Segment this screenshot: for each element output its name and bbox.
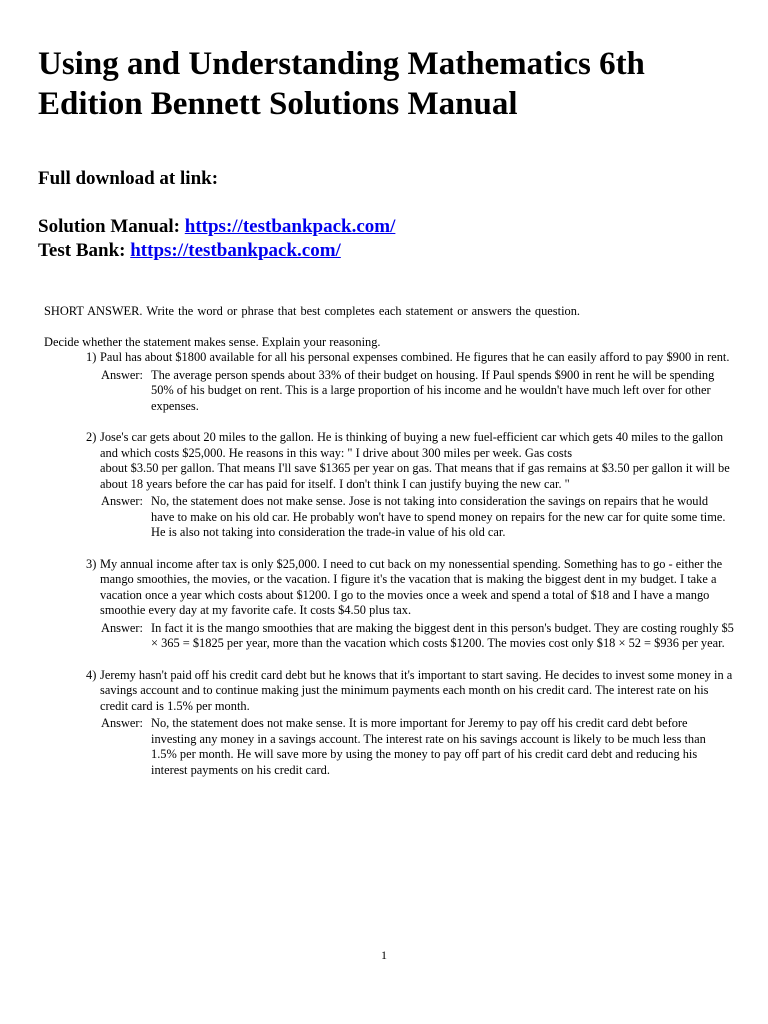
page-number: 1 [381,948,387,962]
question-text [44,668,734,715]
question-body: My annual income after tax is only $25,000. I need to cut back on my nonessential spending. Something has to go - either the mango smoothies, the movies, or the vacation. I figure it's the vacation that is making the biggest dent in my budget. I take a vacation once a year which costs about $1200. I go to the movies once a week and spend a total of $18 and I have a mango smoothie every day at my favorite cafe. It costs $4.50 plus tax. [100,556,723,617]
question-body: Paul has about $1800 available for all his personal expenses combined. He figures that he can easily afford to pay $900 in rent. [100,350,730,364]
question-number: 3) [86,556,97,571]
answer-body: No, the statement does not make sense. Jose is not taking into consideration the savings on repairs that he would have to make on his old car. He probably won't have to spend money on repairs for the new car for quite some time. He is also not taking into consideration the trade-in value of his old car. [151,494,726,539]
answer-body: The average person spends about 33% of their budget on housing. If Paul spends $900 in rent he will be spending 50% of his budget on rent. This is a large proportion of his income and he wouldn't have much left over for other expenses. [151,367,715,413]
question-number: 2) [86,430,97,444]
section-heading: SHORT ANSWER. Write the word or phrase that best completes each statement or answers the question. [44,304,580,318]
answer-label: Answer: [101,367,143,382]
question-text [44,350,734,366]
question-text [44,430,734,461]
document-title [38,44,738,124]
section-instruction: Decide whether the statement makes sense. Explain your reasoning. [44,334,381,349]
question-item [44,350,734,414]
question-item [44,430,734,541]
question-body: Jose's car gets about 20 miles to the gallon. He is thinking of buying a new fuel-efficient car which gets 40 miles to the gallon and which costs $25,000. He reasons in this way: " I drive about 300 miles per week. Gas costs [100,430,724,460]
questions-section [44,304,734,794]
question-body-continued: about $3.50 per gallon. That means I'll save $1365 per year on gas. That means that if gas remains at $3.50 per gallon it will be about 18 years before the car has paid for itself. I don't think I can justify buying the new car. " [100,461,730,491]
answer-text [44,621,734,652]
question-item [44,557,734,652]
question-text [44,557,734,619]
solution-manual-label: Solution Manual: [38,216,181,237]
test-bank-label: Test Bank: [38,240,126,261]
answer-label: Answer: [101,716,143,730]
test-bank-link[interactable]: https://testbankpack.com/ [130,240,341,261]
download-heading: Full download at link: [38,168,219,189]
answer-text [44,494,734,541]
answer-label: Answer: [101,620,143,635]
answer-label: Answer: [101,494,143,508]
solution-manual-line [38,216,395,238]
question-item [44,668,734,779]
answer-text [44,368,734,415]
answer-body: No, the statement does not make sense. It is more important for Jeremy to pay off his credit card debt before investing any money in a savings account. The interest rate on his savings account is likely to be much less than 1.5% per month. He will save more by using the money to pay off part of his credit card debt and reducing his interest payments on his credit card. [151,716,706,777]
answer-body: In fact it is the mango smoothies that are making the biggest dent in this person's budget. They are costing roughly $5 × 365 = $1825 per year, more than the vacation which costs $1200. The movies cost only $18 × 52 = $936 per year. [151,620,734,650]
question-text-continued [44,461,734,492]
question-number: 1) [86,350,97,364]
title-line-2: Edition Bennett Solutions Manual [38,86,518,122]
solution-manual-link[interactable]: https://testbankpack.com/ [184,216,396,237]
question-body: Jeremy hasn't paid off his credit card debt but he knows that it's important to start saving. He decides to invest some money in a savings account and to continue making just the minimum payments each month on his credit card. The interest rate on his credit card is 1.5% per month. [100,667,733,713]
test-bank-line [38,240,341,262]
answer-text [44,716,734,778]
question-number: 4) [86,667,97,682]
title-line-1: Using and Understanding Mathematics 6th [38,46,645,82]
